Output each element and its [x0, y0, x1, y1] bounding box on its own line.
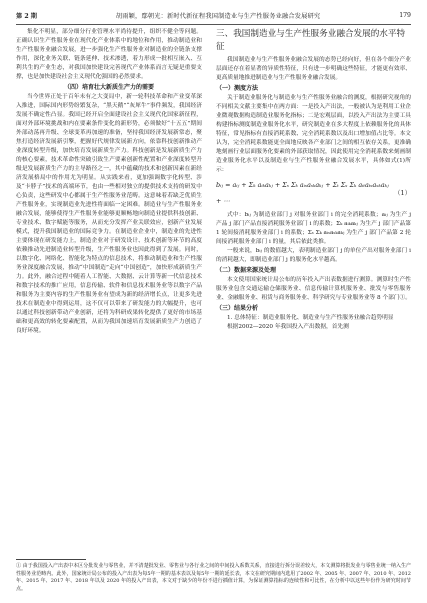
subsection-heading-measure: （一）测度方法: [216, 85, 259, 92]
equation-number: （1）: [394, 189, 411, 197]
body-paragraph: 集化不明显，部分细分行业管理水平尚待提升，组织不健全等问题。正确认识生产性服务业在现代化产业体系中的地位和作用，推动制造业和生产性服务业融合发展，进一步强化生产性服务业对制造业的全链条支撑作用，深化业务关联、链条延伸、技术渗透，着力形成一批相互嵌入、互利共生的产业生态，对我国加快建设完善现代产业体系而言无疑是重要支撑，也是加快建设社会主义现代化强国的必然要求。: [16, 29, 202, 80]
section-title: 三、我国制造业与生产性服务业融合发展的水平特征: [216, 29, 406, 52]
running-title: 胡雨颖，鄢朝光：新时代新征程我国制造业与生产性服务业融合发展研究: [115, 12, 321, 20]
body-paragraph: 根据2002—2020 年我国投入产出数据，首先测: [227, 324, 349, 330]
issue-label: 第 2 期: [16, 12, 37, 20]
subsection-heading-results: （三）结果分析: [216, 305, 259, 312]
equation-expression: bᵢⱼ = aᵢⱼ + Σₖ aᵢₖaₖⱼ + Σₛ Σₖ aᵢₛaₛₖaₖⱼ + Σₜ Σₛ Σₖ aᵢₜaₜₛaₛₖaₖⱼ + ⋯: [216, 181, 389, 205]
body-paragraph: 当今世界正处于百年未有之大变局中，新一轮科技革命和产业变革深入推进，国际国内形势纷繁复杂，“黑天鹅”“灰犀牛”事件频发，我国经济发展不确定性凸显。我国已经开启全面建设社会主义现代化国家新征程，面对外部环境挑战和内在要素条件变化的新形势，必须做好“十五五”期间外部动荡再升级、全球变革再加速的准备，坚持我国经济发展新常态，聚焦打造经济发展新引擎，把握好代规律发展新方向，依靠科技创新推动产业深度转型升级，加快培育发展新质生产力。科技创新是发展新质生产力的核心要素，技术革命性突破引致生产要素创新性配置和产业深度转型升级是发展新质生产力的主导路径之一，其中蕴藏的技术和创新因素在新经济发展格局中的作用尤为明显。从实践来看，更加强调数字化转型、涉及“卡脖子”技术的高端环节，也由一些相对独立的提供技术支持的研发中心负责，这些研发中心都属于生产性服务业范畴。这意味着若缺乏优质生产性服务业，实现制造业先进性将面临一定困难。制造业与生产性服务业融合发展，能够使得生产性服务业能够更顺畅地向制造业提供科技创新、专业技术、数字赋能等服务，从而充分发挥产业关联效应，创新产业发展模式，提升我国制造业的国际竞争力。在制造业企业中，制造业的先进性主要体现在研发能力上，制造企业对于研发设计、技术创新等环节的高度依赖推动先进制造业转型升级，生产性服务业也因此得到了发展。同时，以数字化、网络化、智能化为特点的信息技术，将推动制造业和生产性服务业深度融合发展，推动“中国制造”走向“中国创造”，加快形成新质生产力。此外，融合过程中随着人工智能、大数据、云计算等新一代信息技术和数字技术的推广应用，信息传输、软件和信息技术服务业等以数字产品和服务为主要内容的生产性服务业有望成为新的经济增长点，让更多先进技术在制造业中得到运用，这不仅可以带来了研发能力的大幅提升，也可以通过科技创新带动产业创新，还将为科研成果转化提供了更好的市场基础和更高效的转化要素配置，从而为我国加速培育发展新质生产力创造了良好环境。: [16, 94, 202, 334]
left-column: [16, 28, 202, 336]
numbered-item: 1. 总体特征：制造业服务化、制造业与生产性服务业融合趋势明显: [227, 315, 394, 321]
equation-1: [216, 177, 411, 209]
body-paragraph: 本文使用国家统计局公布的历年投入产出表数据进行测算。测算时生产性服务业包含交通运输仓储服务业、信息传输计算机服务业、批发与零售服务业、金融服务业、租赁与商务服务业、科学研究与专业服务业等 8 个部门①。: [216, 277, 411, 301]
body-paragraph: 一般来说，bᵢⱼ 的数值越大，表明制造业部门 j 的单位产出对服务业部门 i 的消耗越大，即制造业部门 j 的服务化水平越高。: [216, 248, 411, 263]
body-paragraph: 式中：bᵢⱼ 为制造业部门 j 对服务业部门 i 的完全消耗系数；aᵢⱼ 为生产 j 产品 j 部门产品直接消耗服务业部门 i 的系数；Σₖ aᵢₖaₖⱼ 为生产 j 部门产品第 1 轮间接消耗服务业部门 i 的系数；Σₛ Σₖ aᵢₛaₛₖaₖⱼ 为生产 j 部门产品第 2 轮间接消耗服务业部门 i 的量，其后依此类推。: [216, 212, 411, 245]
running-header: [16, 8, 411, 25]
right-column: [216, 28, 411, 332]
subsection-heading-data: （二）数据来源及处理: [216, 267, 277, 274]
body-paragraph: 关于制造业服务化与制造业与生产性服务业融合的测度，根据研究视角的不同相关文献主要集中在两方面：一是投入产出法，一般被认为是利用工业企业微观数据构造制造业服务化指标；二是宏观层面，以投入产出法为主要工具构建指标测度制造业服务化水平，研究制造业在多大程度上依赖服务化的具体特征，常见指标有直接消耗系数、完全消耗系数以及出口增加值占比等。本文认为，完全消耗系数能更全面地反映各产业部门之间的相互依存关系，更准确地刻画行业层面服务化要素的外部获取情况，因此使用完全消耗系数来刻画制造业服务化水平以及制造业与生产性服务业融合发展水平，具体如式(1)所示：: [216, 95, 411, 173]
body-paragraph: 我国制造业与生产性服务业融合发展的态势已经向好，但在各个细分产业层面还存在着显著的异质性特征，只有进一步明确这些特征，才能更有效率、更高质量地推进制造业与生产性服务业融合发展。: [216, 57, 411, 81]
subsection-heading: （四）培育壮大新质生产力的需要: [63, 84, 154, 91]
footnote-divider: [16, 559, 86, 560]
footnote: ① 由于我国投入产出表中本区分批发业与零售业，并不清楚批发业、零售业与各行业之间的中间投入系数关系，直接进行拆分误差较大，本文测算将批发业与零售业统一纳入生产性服务业范畴内。此外，国家统计局公布的投入产出表为每5年一期的基本表以及每5年一期的延长表，本文在研究期间内选用了2002 年、2005 年、2007 年、2010 年、2012 年、2015 年、2017 年、2018 年以及 2020 年的投入产出表，本文对于缺少的年份不进行插值计算，为保证测算指标的连续性和可比性，在分析中以这些年份作为研究时间节点。: [16, 563, 411, 592]
page-number: 179: [399, 11, 411, 19]
